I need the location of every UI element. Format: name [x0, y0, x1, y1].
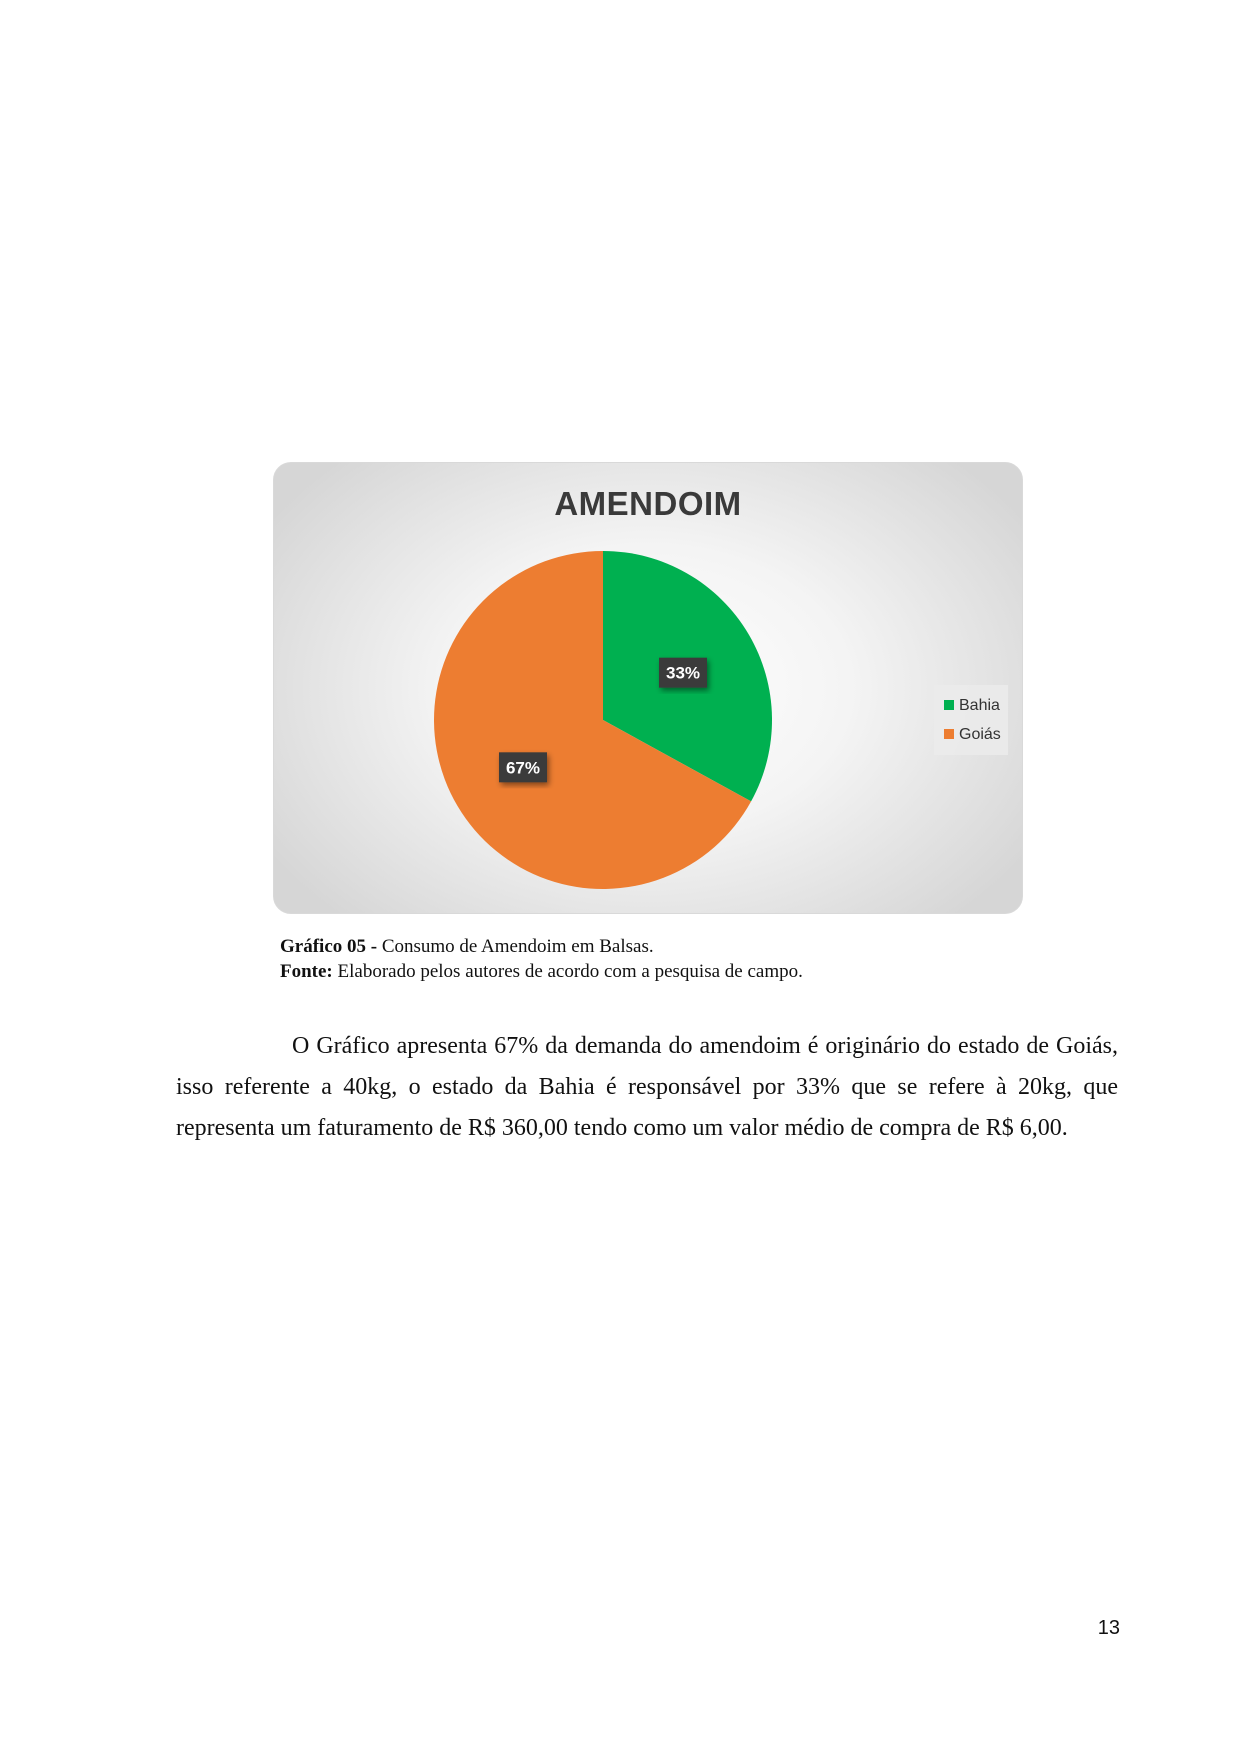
caption-source-label: Fonte: [280, 961, 333, 982]
caption-figure-text: Consumo de Amendoim em Balsas. [377, 936, 654, 957]
pie-chart [273, 462, 1023, 914]
data-label-text: 33% [665, 663, 701, 683]
legend-label: Bahia [959, 697, 1000, 714]
figure-caption [280, 934, 803, 984]
chart-title: AMENDOIM [554, 485, 742, 522]
chart-legend [934, 685, 1008, 755]
body-paragraph [176, 1026, 1118, 1149]
caption-source-text: Elaborado pelos autores de acordo com a pesquisa de campo. [332, 961, 803, 982]
legend-swatch-goias [944, 729, 954, 739]
data-label [659, 658, 707, 688]
caption-source-line [280, 959, 803, 984]
legend-label: Goiás [959, 726, 1001, 743]
body-paragraph-text: O Gráfico apresenta 67% da demanda do amendoim é originário do estado de Goiás, isso referente a 40kg, o estado da Bahia é responsável por 33% que se refere à 20kg, que representa um faturamento de R$ 360,00 tendo como um valor médio de compra de R$ 6,00. [176, 1033, 1118, 1141]
legend-item-goias [944, 725, 1001, 745]
data-label [499, 752, 547, 782]
data-label-text: 67% [505, 758, 541, 778]
caption-figure-line [280, 934, 803, 959]
legend-swatch-bahia [944, 700, 954, 710]
page-number: 13 [1097, 1617, 1120, 1639]
caption-figure-label: Gráfico 05 - [280, 936, 378, 957]
pie-chart-svg [274, 463, 1022, 913]
legend-item-bahia [944, 696, 1000, 716]
